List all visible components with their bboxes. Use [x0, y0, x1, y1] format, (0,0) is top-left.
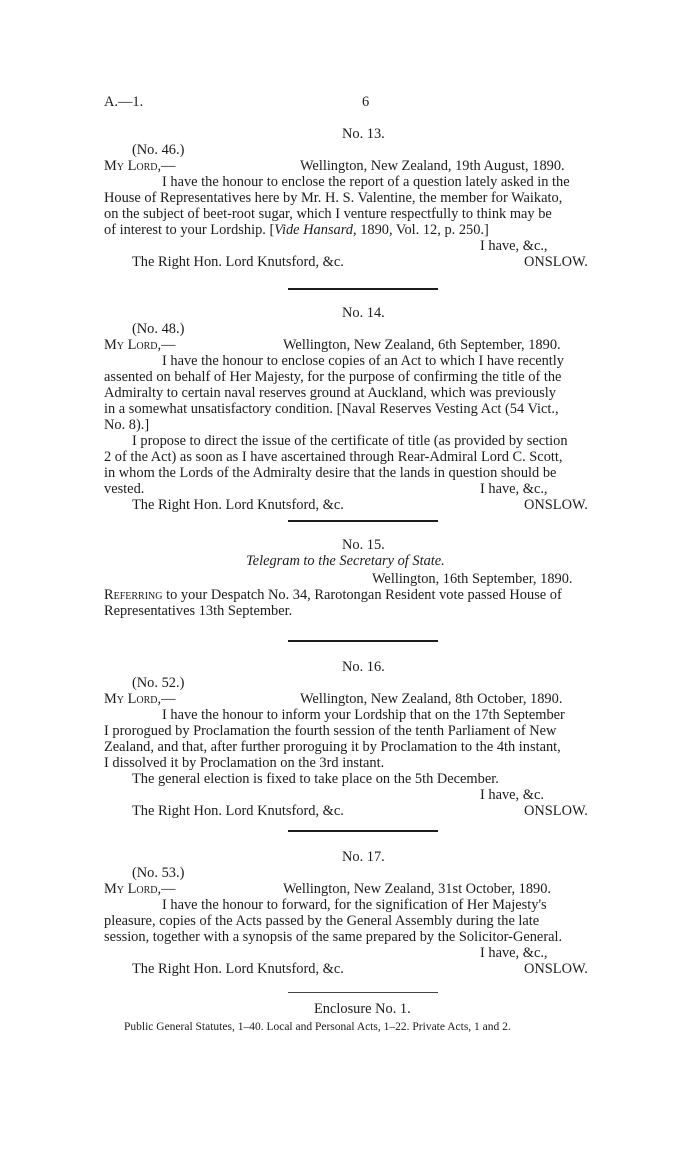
despatch-number: No. 16.: [342, 659, 385, 675]
closing: I have, &c.,: [480, 481, 548, 497]
addressee: The Right Hon. Lord Knutsford, &c.: [132, 961, 344, 977]
section-divider: [288, 640, 438, 642]
despatch-ref: (No. 46.): [132, 142, 185, 158]
body-line: in whom the Lords of the Admiralty desire that the lands in question should be: [104, 465, 557, 481]
despatch-number: No. 17.: [342, 849, 385, 865]
despatch-number: No. 13.: [342, 126, 385, 142]
body-line: No. 8).]: [104, 417, 150, 433]
body-line: Admiralty to certain naval reserves ground at Auckland, which was previously: [104, 385, 556, 401]
body-line: [104, 588, 562, 604]
body-line: Zealand, and that, after further proroguing it by Proclamation to the 4th instant,: [104, 739, 561, 755]
body-line: on the subject of beet-root sugar, which I venture respectfully to think may be: [104, 206, 552, 222]
body-line: I propose to direct the issue of the certificate of title (as provided by section: [132, 433, 568, 449]
body-line: session, together with a synopsis of the same prepared by the Solicitor-General.: [104, 929, 563, 945]
section-divider: [288, 830, 438, 832]
addressee: The Right Hon. Lord Knutsford, &c.: [132, 497, 344, 513]
enclosure-title: Enclosure No. 1.: [314, 1001, 411, 1017]
despatch-ref: (No. 48.): [132, 321, 185, 337]
salutation: My Lord,—: [104, 337, 176, 353]
despatch-ref: (No. 53.): [132, 865, 185, 881]
place-date: Wellington, New Zealand, 6th September, 1890.: [283, 337, 561, 353]
addressee: The Right Hon. Lord Knutsford, &c.: [132, 254, 344, 270]
salutation: My Lord,—: [104, 881, 176, 897]
body-text: of interest to your Lordship. [: [104, 222, 275, 238]
section-divider: [288, 992, 438, 993]
body-line: pleasure, copies of the Acts passed by the General Assembly during the late: [104, 913, 540, 929]
body-line: assented on behalf of Her Majesty, for the purpose of confirming the title of the: [104, 369, 562, 385]
body-text: to your Despatch No. 34, Rarotongan Resident vote passed House of: [162, 587, 562, 603]
signature: ONSLOW.: [524, 803, 588, 819]
place-date: Wellington, New Zealand, 31st October, 1890.: [283, 881, 552, 897]
salutation: My Lord,—: [104, 158, 176, 174]
body-line: The general election is fixed to take place on the 5th December.: [132, 771, 499, 787]
despatch-ref: (No. 52.): [132, 675, 185, 691]
telegram-subtitle: Telegram to the Secretary of State.: [246, 553, 445, 569]
citation-italic: Vide Hansard: [274, 222, 354, 238]
signature: ONSLOW.: [524, 497, 588, 513]
salutation: My Lord,—: [104, 691, 176, 707]
closing: I have, &c.: [480, 787, 544, 803]
section-divider: [288, 520, 438, 522]
body-line: 2 of the Act) as soon as I have ascertained through Rear-Admiral Lord C. Scott,: [104, 449, 563, 465]
closing: I have, &c.,: [480, 238, 548, 254]
despatch-number: No. 15.: [342, 537, 385, 553]
place-date: Wellington, New Zealand, 8th October, 1890.: [300, 691, 563, 707]
body-line: I have the honour to inform your Lordship that on the 17th September: [162, 707, 565, 723]
section-divider: [288, 288, 438, 290]
closing: I have, &c.,: [480, 945, 548, 961]
despatch-number: No. 14.: [342, 305, 385, 321]
opening-word: Referring: [104, 587, 163, 603]
enclosure-summary: Public General Statutes, 1–40. Local and Personal Acts, 1–22. Private Acts, 1 and 2.: [124, 1021, 511, 1033]
body-line: I dissolved it by Proclamation on the 3rd instant.: [104, 755, 385, 771]
page-number: 6: [362, 94, 370, 110]
body-line: I prorogued by Proclamation the fourth session of the tenth Parliament of New: [104, 723, 557, 739]
body-line: vested.: [104, 481, 145, 497]
header-ref: A.—1.: [104, 94, 144, 110]
signature: ONSLOW.: [524, 961, 588, 977]
body-line: Representatives 13th September.: [104, 603, 293, 619]
body-line: House of Representatives here by Mr. H. S. Valentine, the member for Waikato,: [104, 190, 563, 206]
place-date: Wellington, New Zealand, 19th August, 1890.: [300, 158, 565, 174]
body-line: I have the honour to enclose the report of a question lately asked in the: [162, 174, 570, 190]
place-date: Wellington, 16th September, 1890.: [372, 571, 573, 587]
signature: ONSLOW.: [524, 254, 588, 270]
addressee: The Right Hon. Lord Knutsford, &c.: [132, 803, 344, 819]
body-line: [104, 223, 489, 239]
body-line: I have the honour to enclose copies of an Act to which I have recently: [162, 353, 564, 369]
body-text: , 1890, Vol. 12, p. 250.]: [353, 222, 489, 238]
body-line: in a somewhat unsatisfactory condition. [Naval Reserves Vesting Act (54 Vict.,: [104, 401, 559, 417]
body-line: I have the honour to forward, for the signification of Her Majesty's: [162, 897, 547, 913]
